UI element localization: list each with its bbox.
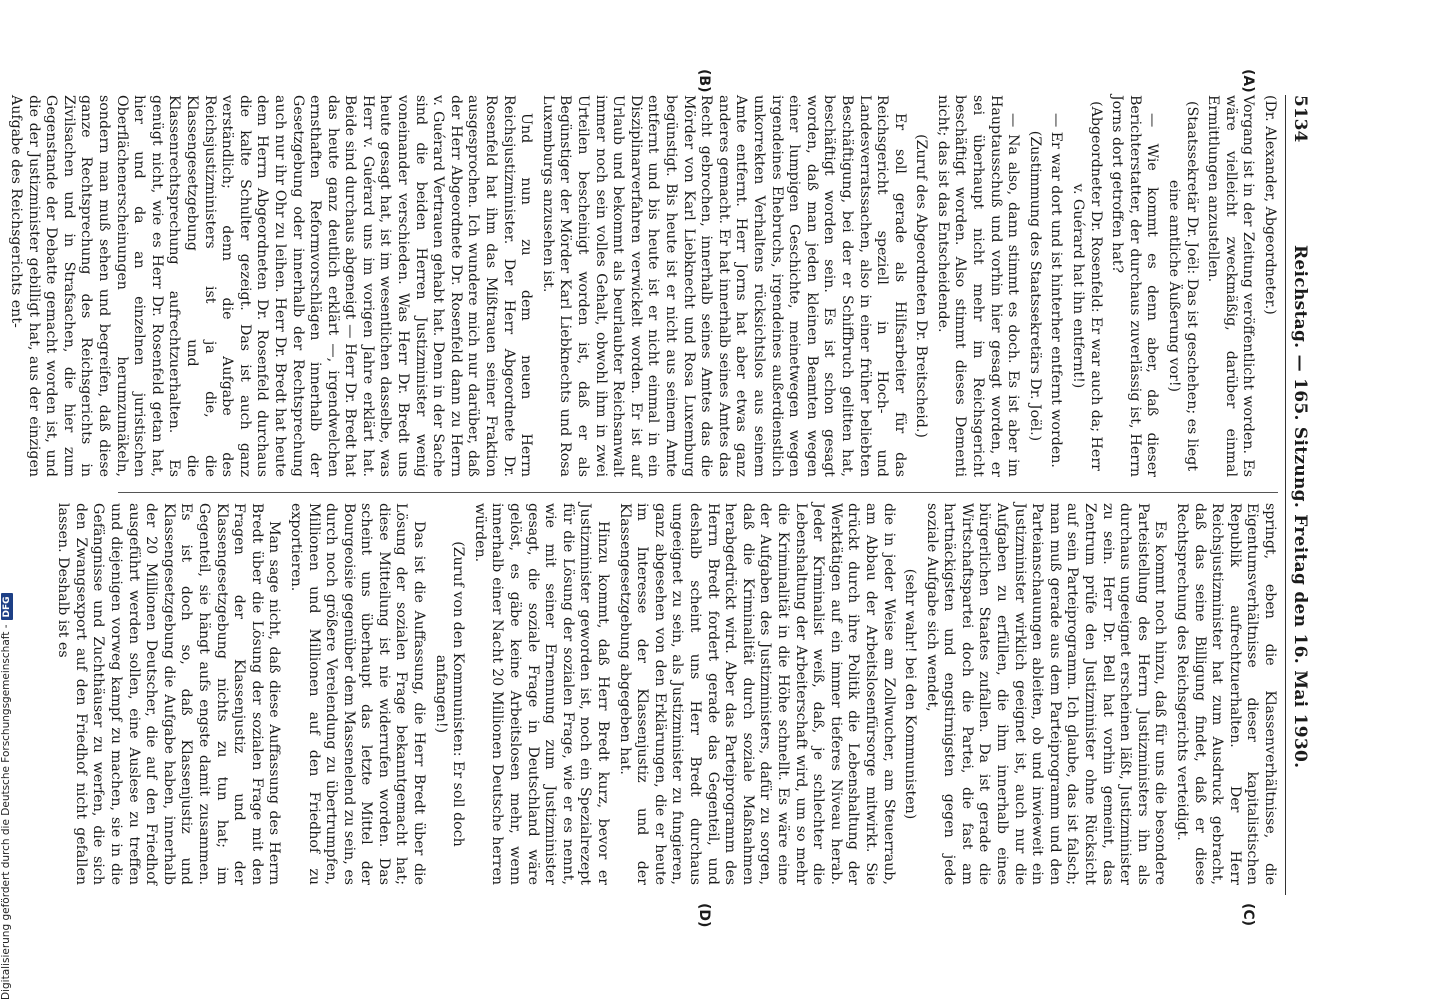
body-paragraph: Er soll gerade als Hilfsarbeiter für das Reichsgericht speziell in Hoch- und Landesverratssachen, also in einer früher beliebten Beschäftigung, bei der er Schiffbruch gelitten hat, beschäftigt worden sein. Es ist schon gesagt worden, daß man jeden kleinen Beamten wegen einer lumpigen Geschichte, meinetwegen wegen irgendeines Ehebruchs, irgendeines außerdienstlich unkorrekten Verhaltens rücksichtslos aus seinem Amte entfernt. Herr Jorns hat aber etwas ganz anderes gemacht. Er hat innerhalb seines Amtes das Recht gebrochen, innerhalb seines Amtes das die Mörder von Karl Liebknecht und Rosa Luxemburg begünstigt. Bis heute ist er nicht aus seinem Amte entfernt und bis heute ist er nicht einmal in ein Disziplinarverfahren verwickelt worden. Er ist auf Urlaub und bekommt als beurlaubter Reichsanwalt immer noch sein volles Gehalt, obwohl ihm in zwei Urteilen bescheinigt worden ist, daß er als Begünstiger der Mörder Karl Liebknechts und Rosa Luxemburgs anzusehen ist. — [539, 95, 908, 477]
body-paragraph: (Dr. Alexander, Abgeordneter.) — [1262, 95, 1278, 315]
page-header — [1284, 95, 1314, 895]
body-paragraph: Vorgang ist in der Zeitung veröffentlicht worden. Es wäre vielleicht zweckmäßig, darüber einmal Ermittlungen anzustellen. — [1205, 95, 1257, 477]
interjection-paragraph: (Zuruf des Abgeordneten Dr. Breitscheid.) — [913, 134, 930, 438]
body-paragraph: — Na also, dann stimmt es doch. Es ist aber im Hauptausschuß und vorhin hier gesagt worden, er sei überhaupt nicht mehr im Reichsgericht beschäftigt worden. Also stimmt dieses Dementi nicht; das ist das Entscheidende. — [934, 95, 1022, 477]
body-paragraph: die in jeder Weise am Zollwucher, am Steuerraub, am Abbau der Arbeitslosenfürsorge mitwirkt. Sie drückt durch ihre Politik die Lebenshaltung der Werktätigen auf ein immer tieferes Niveau herab. Jeder Kriminalist weiß, daß, je schlechter die Lebenshaltung der Arbeiterschaft wird, um so mehr die Kriminalität in die Höhe schnellt. Es wäre eine der Aufgaben des Justizministers, dafür zu sorgen, daß die Kriminalität durch soziale Maßnahmen herabgedrückt wird. Aber das Parteiprogramm des Herrn Bredt fordert gerade das Gegenteil, und deshalb scheint uns Herr Bredt durchaus ungeeignet zu sein, als Justizminister zu fungieren, ganz abgesehen von den Erklärungen, die er heute im Interesse der Klassenjustiz und der Klassengesetzgebung abgegeben hat. — [616, 503, 897, 885]
body-paragraph: Und nun zu dem neuen Herrn Reichsjustizminister. Der Herr Abgeordnete Dr. Rosenfeld hat ihm das Mißtrauen seiner Fraktion ausgesprochen. Ich wundere mich nur darüber, daß der Herr Abgeordnete Dr. Rosenfeld dann zu Herrn v. Guérard Vertrauen gehabt hat. Denn in der Sache sind die beiden Herren Justizminister wenig voneinander verschieden. Was Herr Dr. Bredt uns heute gesagt hat, ist im wesentlichen dasselbe, was Herr v. Guérard uns im vorigen Jahre erklärt hat. Beide sind durchaus abgeneigt — Herr Dr. Bredt hat das heute ganz deutlich erklärt —, irgendwelchen ernsthaften Reformvorschlägen innerhalb der Gesetzgebung oder innerhalb der Rechtsprechung auch nur ihr Ohr zu leihen. Herr Dr. Bredt hat heute dem Herrn Abgeordneten Dr. Rosenfeld durchaus die kalte Schulter gezeigt. Das ist auch ganz verständlich; denn die Aufgabe des Reichsjustizministers ist ja die, die Klassengesetzgebung und die Klassenrechtsprechung aufrechtzuerhalten. Es genügt nicht, wie es Herr Dr. Rosenfeld getan hat, hier und da an einzelnen juristischen Oberflächenerscheinungen herumzumäkeln, sondern man muß sehen und begreifen, daß diese ganze Rechtsprechung des Reichsgerichts in Zivilsachen und in Strafsachen, die hier zum Gegenstande der Debatte gemacht worden ist, und die der Justizminister gebilligt hat, aus der einzigen Aufgabe des Reichsgerichts ent- — [8, 95, 535, 477]
interjection-paragraph: (Zuruf von den Kommunisten: Er soll doch anfangen!) — [432, 541, 467, 847]
left-text-column — [8, 95, 1278, 477]
running-title: Reichstag. — 165. Sitzung. Freitag den 16. Mai 1930. — [1290, 245, 1310, 769]
margin-marker-a: (A) — [1240, 69, 1256, 93]
body-paragraph: — Wie kommt es denn aber, daß dieser Berichterstatter, der durchaus zuverlässig ist, Herrn Jorns dort getroffen hat? — [1109, 95, 1161, 477]
body-paragraph: springt, eben die Klassenverhältnisse, die Eigentumsverhältnisse dieser kapitalistischen Republik aufrechtzuerhalten. Der Herr Reichsjustizminister hat zum Ausdruck gebracht, daß das seine Billigung findet, daß er diese Rechtsprechung des Reichsgerichts verteidigt. — [1174, 503, 1278, 885]
body-paragraph: — Er war dort und ist hinterher entfernt worden. — [1048, 113, 1065, 468]
interjection-paragraph: (Staatssekretär Dr. Joël: Das ist geschehen; es liegt eine amtliche Äußerung vor!) — [1166, 100, 1200, 472]
interjection-paragraph: (Zustimmung des Staatssekretärs Dr. Joël.) — [1026, 130, 1043, 442]
document-page — [8, 69, 1314, 928]
column-divider — [118, 492, 1278, 493]
body-paragraph: Man sage nicht, daß diese Auffassung des Herrn Bredt über die Lösung der sozialen Frage mit den Fragen der Klassenjustiz und der Klassengesetzgebung nichts zu tun hat; im Gegenteil, sie hängt aufs engste damit zusammen. Es ist doch so, daß Klassenjustiz und Klassengesetzgebung die Aufgabe haben, innerhalb der 20 Millionen Deutscher, die auf den Friedhof ausgeführt werden sollen, eine Auslese zu treffen und diejenigen vorweg kampf zu machen, sie in die Gefängnisse und Zuchthäuser zu werfen, die sich den Zwangsexport auf den Friedhof nicht gefallen lassen. Deshalb ist es — [55, 503, 283, 885]
margin-marker-c: (C) — [1240, 903, 1256, 927]
body-paragraph: Das ist die Auffassung, die Herr Bredt über die Lösung der sozialen Frage bekanntgemacht hat; diese Mitteilung ist nie widerrufen worden. Das scheint uns überhaupt das letzte Mittel der Bourgeoisie gegenüber dem Massenelend zu sein, es durch noch größere Verelendung zu übertrumpfen, Millionen und Millionen auf den Friedhof zu exportieren. — [287, 503, 428, 885]
digitization-credit — [0, 596, 14, 1000]
right-text-column — [55, 503, 1278, 885]
interjection-paragraph: (Abgeordneter Dr. Rosenfeld: Er war auch da; Herr v. Guérard hat ihn entfernt!) — [1070, 101, 1104, 471]
margin-marker-b: (B) — [696, 69, 712, 93]
credit-text: Digitalisierung gefördert durch die Deutsche Forschungsgemeinschaft - — [0, 624, 12, 1000]
margin-marker-d: (D) — [696, 903, 712, 928]
header-rule — [1285, 95, 1286, 895]
body-paragraph: Es kommt noch hinzu, daß für uns die besondere Parteistellung des Herrn Justizministers ihn als durchaus ungeeignet erscheinen läßt, Justizminister zu sein. Herr Dr. Bell hat vorhin gemeint, das Zentrum prüfe den Justizminister ohne Rücksicht auf sein Parteiprogramm. Ich glaube, das ist falsch; man muß gerade aus dem Parteiprogramm und den Parteianschauungen ableiten, ob und inwieweit ein Justizminister wirklich geeignet ist, auch nur die Aufgaben zu erfüllen, die ihm innerhalb eines bürgerlichen Staates zufallen. Da ist gerade die Wirtschaftspartei doch die Partei, die fast am hartnäckigsten und engstirnigsten gegen jede soziale Aufgabe sich wendet, — [923, 503, 1169, 885]
interjection-paragraph: (sehr wahr! bei den Kommunisten) — [902, 568, 919, 820]
dfg-logo: DFG — [1, 593, 13, 620]
page-number: 5134 — [1290, 95, 1310, 143]
body-paragraph: Hinzu kommt, daß Herr Bredt kurz, bevor er Justizminister geworden ist, noch ein Spezialrezept für die Lösung der sozialen Frage, wie er es nennt, wie mit seiner Ernennung zum Justizminister gesagt, die soziale Frage in Deutschland wäre gelöst, es gäbe keine Arbeitslosen mehr, wenn innerhalb einer Nacht 20 Millionen Deutsche herren würden. — [471, 503, 612, 885]
